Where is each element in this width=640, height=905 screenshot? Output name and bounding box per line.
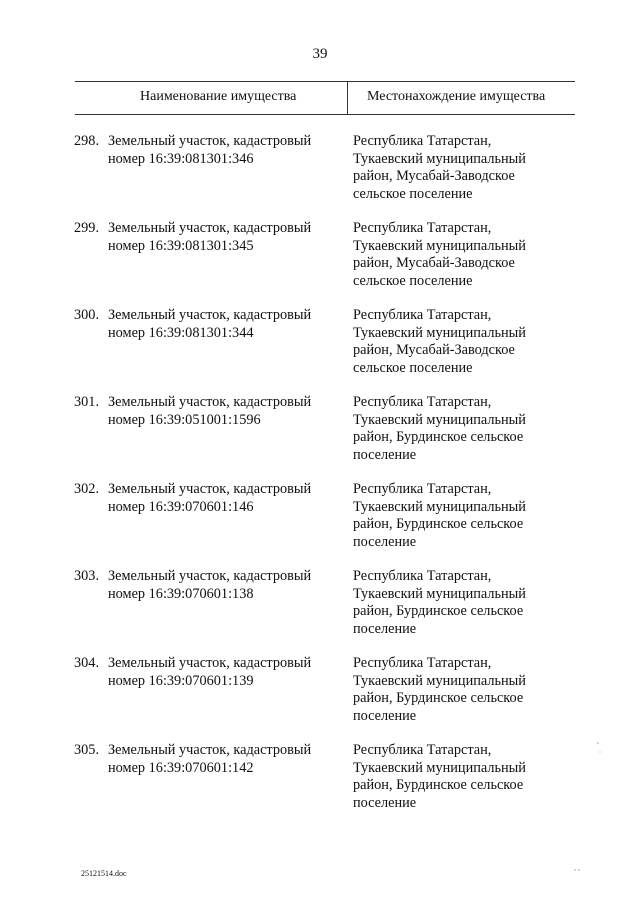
property-location-line: Республика Татарстан, [353,394,492,410]
property-location-line: Республика Татарстан, [353,655,492,671]
property-name-line: номер 16:39:081301:346 [108,150,254,167]
property-location-line: район, Бурдинское сельское [353,516,524,533]
property-name-line: Земельный участок, кадастровый [108,394,312,410]
property-location-line: Республика Татарстан, [353,307,492,323]
property-name-line: номер 16:39:081301:345 [108,237,254,254]
property-location-line: Республика Татарстан, [353,133,492,149]
property-location-line: Республика Татарстан, [353,220,492,236]
property-location-line: Тукаевский муниципальный [353,498,526,515]
property-location-line: Тукаевский муниципальный [353,324,526,341]
property-name-line: номер 16:39:051001:1596 [108,411,261,428]
property-location-line: поселение [353,620,417,637]
property-location-line: район, Бурдинское сельское [353,690,524,707]
property-location-cell [353,394,573,464]
row-number: 300. [74,307,100,323]
header-property-name: Наименование имущества [140,89,297,104]
property-location-cell [353,220,573,290]
property-name-cell [108,742,343,777]
property-name-cell [108,307,343,342]
property-name-line: номер 16:39:070601:138 [108,585,254,602]
row-number: 305. [74,742,100,758]
document-filename: 25121514.doc [81,869,127,878]
header-property-location: Местонахождение имущества [367,89,546,104]
property-name-line: Земельный участок, кадастровый [108,307,312,323]
property-location-line: Тукаевский муниципальный [353,672,526,689]
property-name-cell [108,481,343,516]
property-location-line: поселение [353,794,417,811]
property-location-line: Тукаевский муниципальный [353,150,526,167]
table-row [0,655,640,742]
property-name-line: Земельный участок, кадастровый [108,481,312,497]
row-number: 304. [74,655,100,671]
property-name-cell [108,394,343,429]
property-name-line: Земельный участок, кадастровый [108,220,312,236]
property-name-cell [108,568,343,603]
property-location-cell [353,307,573,377]
row-number: 302. [74,481,100,497]
row-number: 299. [74,220,100,236]
property-name-line: номер 16:39:070601:142 [108,759,254,776]
property-name-line: Земельный участок, кадастровый [108,742,312,758]
table-row [0,742,640,829]
property-location-cell [353,568,573,638]
table-row [0,133,640,220]
property-location-cell [353,655,573,725]
row-number: 301. [74,394,100,410]
property-name-line: номер 16:39:070601:139 [108,672,254,689]
table-row [0,481,640,568]
header-column-divider [347,82,348,114]
property-location-cell [353,133,573,203]
table-row [0,394,640,481]
table-top-rule [75,81,575,82]
table-row [0,568,640,655]
property-location-line: район, Мусабай-Заводское [353,168,515,185]
property-location-line: район, Бурдинское сельское [353,777,524,794]
property-location-line: район, Мусабай-Заводское [353,255,515,272]
property-location-line: район, Мусабай-Заводское [353,342,515,359]
property-location-line: Республика Татарстан, [353,742,492,758]
property-location-line: Республика Татарстан, [353,568,492,584]
property-location-cell [353,742,573,812]
property-name-line: Земельный участок, кадастровый [108,133,312,149]
row-number: 298. [74,133,100,149]
property-location-line: поселение [353,533,417,550]
property-location-line: район, Бурдинское сельское [353,429,524,446]
property-name-line: номер 16:39:081301:344 [108,324,254,341]
property-location-line: Тукаевский муниципальный [353,411,526,428]
table-body [0,133,640,829]
property-location-line: Тукаевский муниципальный [353,237,526,254]
property-location-line: район, Бурдинское сельское [353,603,524,620]
property-location-line: Тукаевский муниципальный [353,585,526,602]
property-name-line: номер 16:39:070601:146 [108,498,254,515]
property-name-line: Земельный участок, кадастровый [108,655,312,671]
property-name-cell [108,220,343,255]
table-row [0,220,640,307]
property-location-line: сельское поселение [353,359,473,376]
property-name-cell [108,133,343,168]
row-number: 303. [74,568,100,584]
property-location-line: Тукаевский муниципальный [353,759,526,776]
property-location-line: сельское поселение [353,185,473,202]
table-header-bottom-rule [75,114,575,115]
property-name-line: Земельный участок, кадастровый [108,568,312,584]
property-location-line: сельское поселение [353,272,473,289]
property-location-line: Республика Татарстан, [353,481,492,497]
property-location-cell [353,481,573,551]
page-number: 39 [312,46,328,62]
property-location-line: поселение [353,446,417,463]
table-row [0,307,640,394]
property-location-line: поселение [353,707,417,724]
property-name-cell [108,655,343,690]
